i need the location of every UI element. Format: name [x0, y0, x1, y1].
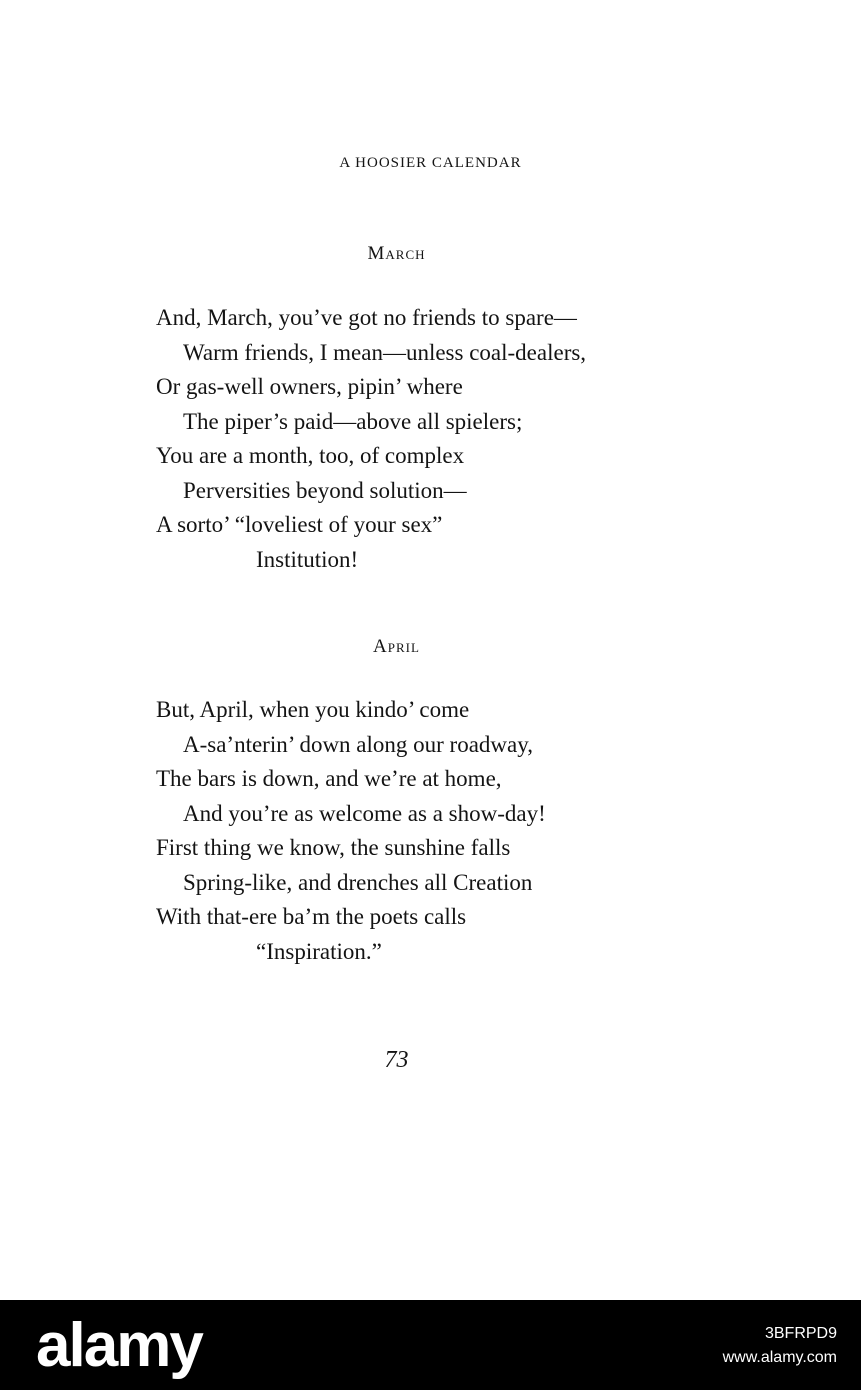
- image-id: 3BFRPD9: [764, 1325, 837, 1342]
- stanza-line: The bars is down, and we’re at home,: [156, 766, 502, 791]
- site-url: www.alamy.com: [722, 1349, 837, 1366]
- stanza-line: But, April, when you kindo’ come: [156, 697, 470, 722]
- stanza-line: And, March, you’ve got no friends to spare—: [156, 305, 577, 330]
- stanza-line: A sorto’ “loveliest of your sex”: [156, 512, 443, 537]
- stanza-line: You are a month, too, of complex: [156, 443, 465, 468]
- image-credit: [723, 1322, 837, 1370]
- stanza-line: Perversities beyond solution—: [183, 477, 467, 503]
- stanza-line: Spring-like, and drenches all Creation: [183, 869, 533, 895]
- march-title: March: [367, 243, 426, 264]
- stanza-line: Institution!: [256, 546, 359, 572]
- watermark-banner: [0, 1300, 861, 1390]
- april-title: April: [373, 636, 420, 657]
- stanza-line: “Inspiration.”: [256, 938, 382, 964]
- page-number: 73: [384, 1047, 409, 1073]
- march-stanza: [156, 301, 776, 577]
- stanza-line: With that-ere ba’m the poets calls: [156, 904, 467, 929]
- stanza-line: And you’re as welcome as a show-day!: [183, 800, 546, 826]
- stanza-line: Or gas-well owners, pipin’ where: [156, 374, 463, 399]
- stanza-line: First thing we know, the sunshine falls: [156, 835, 511, 860]
- stanza-line: Warm friends, I mean—unless coal-dealers,: [183, 339, 587, 365]
- alamy-logo: alamy: [36, 1311, 202, 1380]
- running-head: A HOOSIER CALENDAR: [339, 155, 522, 171]
- stanza-line: A-sa’nterin’ down along our roadway,: [183, 731, 533, 757]
- stanza-line: The piper’s paid—above all spielers;: [183, 408, 523, 434]
- april-stanza: [156, 693, 776, 969]
